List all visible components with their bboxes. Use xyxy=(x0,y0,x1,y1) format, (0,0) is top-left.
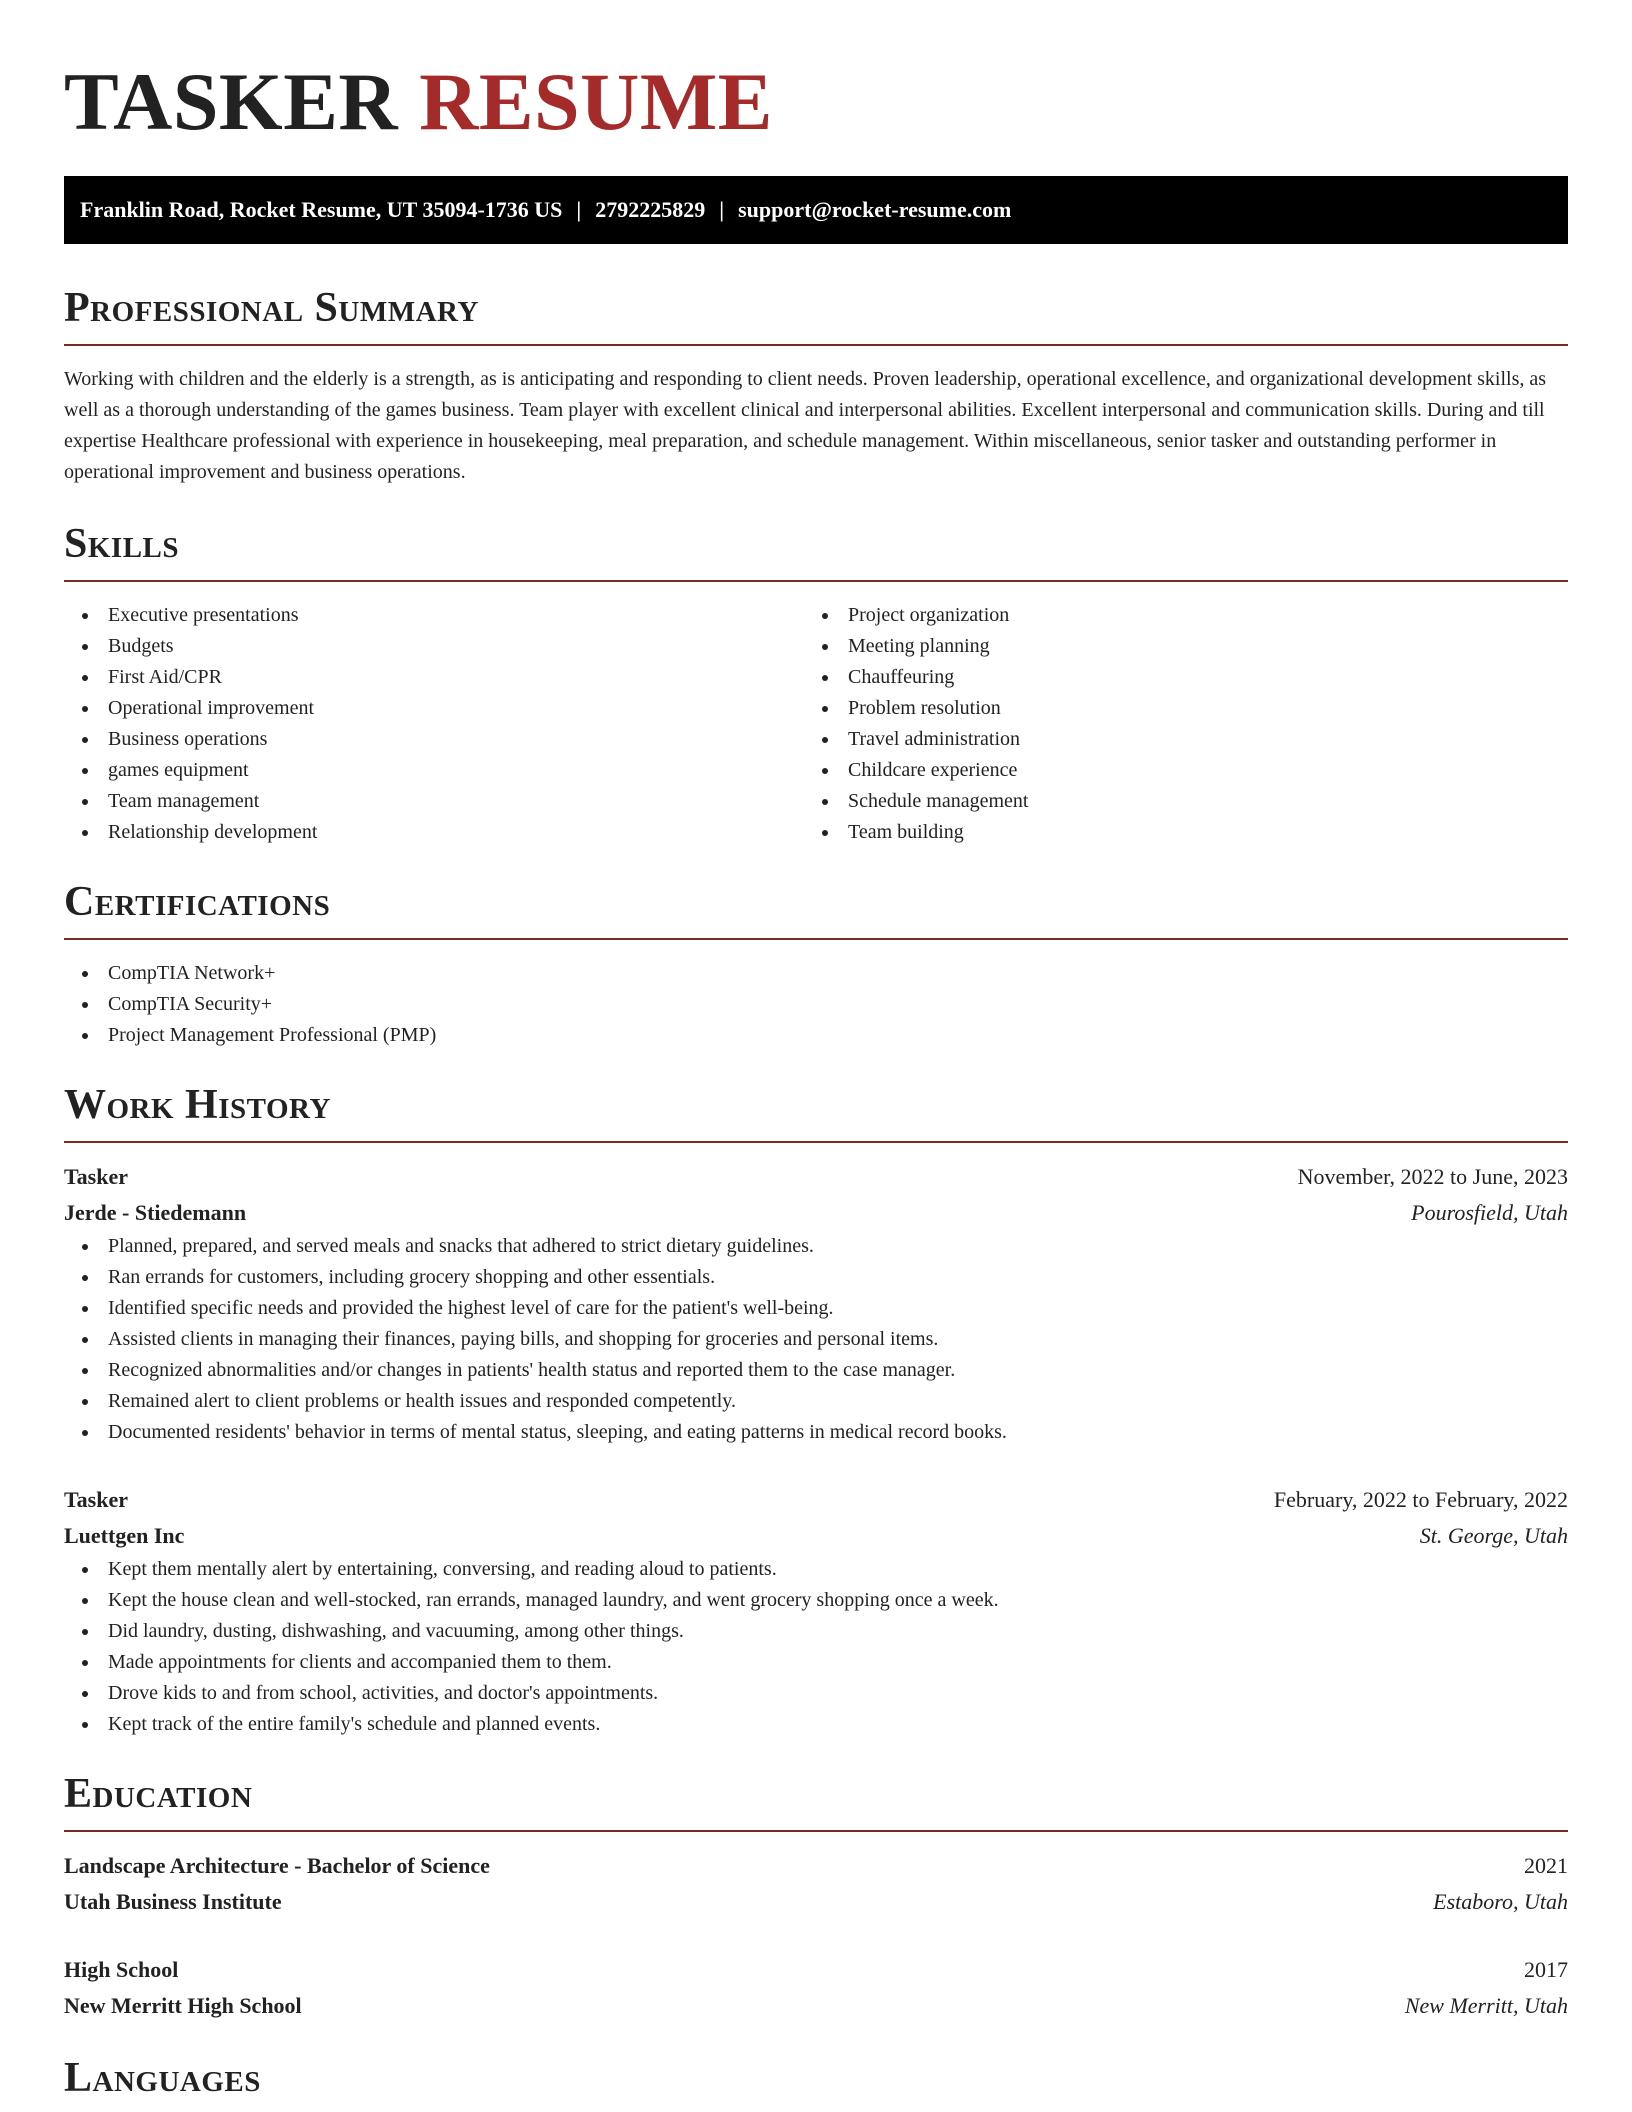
job-bullet: Did laundry, dusting, dishwashing, and vacuuming, among other things. xyxy=(64,1616,1568,1647)
certifications-section xyxy=(64,876,1568,1051)
education-school: New Merritt High School xyxy=(64,1993,302,2018)
job-bullets xyxy=(64,1554,1568,1740)
skill-item: Team building xyxy=(804,817,1544,848)
skill-item: Executive presentations xyxy=(64,600,804,631)
education-heading: Education xyxy=(64,1771,253,1817)
resume-name xyxy=(64,52,1568,152)
certification-item: Project Management Professional (PMP) xyxy=(64,1020,1568,1051)
job-bullet: Kept them mentally alert by entertaining, conversing, and reading aloud to patients. xyxy=(64,1554,1568,1585)
last-name: RESUME xyxy=(419,56,773,147)
education-school-row xyxy=(64,1988,1568,2024)
education-year: 2017 xyxy=(1524,1957,1568,1982)
resume-page xyxy=(64,0,1568,2104)
skill-item: Operational improvement xyxy=(64,693,804,724)
certifications-list xyxy=(64,958,1568,1051)
education-degree: Landscape Architecture - Bachelor of Science xyxy=(64,1853,490,1878)
skills-section xyxy=(64,518,1568,848)
summary-text: Working with children and the elderly is a strength, as is anticipating and responding to client needs. Proven leadership, operational excellence, and organizational development skills, as well as a thorough understanding of the games business. Team player with excellent clinical and interpersonal abilities. Excellent interpersonal and communication skills. During and till expertise Healthcare professional with experience in housekeeping, meal preparation, and schedule management. Within miscellaneous, senior tasker and outstanding performer in operational improvement and business operations. xyxy=(64,368,1547,483)
job-bullet: Kept track of the entire family's schedule and planned events. xyxy=(64,1709,1568,1740)
job-title: Tasker xyxy=(64,1164,128,1189)
contact-separator: | xyxy=(719,197,725,222)
contact-address: Franklin Road, Rocket Resume, UT 35094-1736 US xyxy=(80,197,563,222)
job-bullet: Documented residents' behavior in terms of mental status, sleeping, and eating patterns in medical record books. xyxy=(64,1417,1568,1448)
job-entry xyxy=(64,1159,1568,1448)
job-bullet: Identified specific needs and provided the highest level of care for the patient's well-being. xyxy=(64,1293,1568,1324)
job-location: St. George, Utah xyxy=(1419,1523,1568,1548)
job-header-row xyxy=(64,1482,1568,1518)
education-degree: High School xyxy=(64,1957,179,1982)
skill-item: Relationship development xyxy=(64,817,804,848)
skill-item: First Aid/CPR xyxy=(64,662,804,693)
skill-item: Meeting planning xyxy=(804,631,1544,662)
job-company: Jerde - Stiedemann xyxy=(64,1200,247,1225)
skill-item: Budgets xyxy=(64,631,804,662)
job-bullet: Planned, prepared, and served meals and snacks that adhered to strict dietary guidelines. xyxy=(64,1231,1568,1262)
skills-columns xyxy=(64,600,1568,848)
job-bullet: Recognized abnormalities and/or changes in patients' health status and reported them to the case manager. xyxy=(64,1355,1568,1386)
education-location: Estaboro, Utah xyxy=(1433,1889,1568,1914)
section-divider xyxy=(64,938,1568,940)
job-bullet: Assisted clients in managing their finances, paying bills, and shopping for groceries and personal items. xyxy=(64,1324,1568,1355)
education-entry xyxy=(64,1952,1568,2024)
education-location: New Merritt, Utah xyxy=(1404,1993,1568,2018)
education-degree-row xyxy=(64,1952,1568,1988)
section-divider xyxy=(64,580,1568,582)
contact-bar xyxy=(64,176,1568,244)
work-heading: Work History xyxy=(64,1082,331,1128)
contact-phone: 2792225829 xyxy=(595,197,706,222)
job-bullet: Remained alert to client problems or health issues and responded competently. xyxy=(64,1386,1568,1417)
job-dates: February, 2022 to February, 2022 xyxy=(1273,1487,1568,1512)
section-divider xyxy=(64,1830,1568,1832)
certification-item: CompTIA Security+ xyxy=(64,989,1568,1020)
section-divider xyxy=(64,344,1568,346)
contact-separator: | xyxy=(576,197,582,222)
languages-heading: Languages xyxy=(64,2055,261,2101)
skills-heading: Skills xyxy=(64,521,180,567)
job-bullet: Made appointments for clients and accompanied them to them. xyxy=(64,1647,1568,1678)
job-bullets xyxy=(64,1231,1568,1448)
education-year: 2021 xyxy=(1524,1853,1568,1878)
job-company-row xyxy=(64,1195,1568,1231)
job-dates: November, 2022 to June, 2023 xyxy=(1297,1164,1568,1189)
skill-item: Project organization xyxy=(804,600,1544,631)
job-bullet: Drove kids to and from school, activities, and doctor's appointments. xyxy=(64,1678,1568,1709)
section-divider xyxy=(64,1141,1568,1143)
job-location: Pourosfield, Utah xyxy=(1411,1200,1568,1225)
job-title: Tasker xyxy=(64,1487,128,1512)
skill-item: Childcare experience xyxy=(804,755,1544,786)
skill-item: Travel administration xyxy=(804,724,1544,755)
job-company-row xyxy=(64,1518,1568,1554)
work-section xyxy=(64,1079,1568,1740)
job-header-row xyxy=(64,1159,1568,1195)
job-company: Luettgen Inc xyxy=(64,1523,185,1548)
certifications-heading: Certifications xyxy=(64,879,331,925)
education-degree-row xyxy=(64,1848,1568,1884)
first-name: TASKER xyxy=(64,56,399,147)
skill-item: Problem resolution xyxy=(804,693,1544,724)
job-bullet: Kept the house clean and well-stocked, ran errands, managed laundry, and went grocery shopping once a week. xyxy=(64,1585,1568,1616)
job-bullet: Ran errands for customers, including grocery shopping and other essentials. xyxy=(64,1262,1568,1293)
contact-email[interactable]: support@rocket-resume.com xyxy=(738,197,1012,222)
skills-list-right xyxy=(804,600,1544,848)
education-entry xyxy=(64,1848,1568,1920)
skills-list-left xyxy=(64,600,804,848)
skill-item: Schedule management xyxy=(804,786,1544,817)
certification-item: CompTIA Network+ xyxy=(64,958,1568,989)
skill-item: Business operations xyxy=(64,724,804,755)
job-entry xyxy=(64,1482,1568,1740)
skill-item: Chauffeuring xyxy=(804,662,1544,693)
skill-item: games equipment xyxy=(64,755,804,786)
education-school: Utah Business Institute xyxy=(64,1889,282,1914)
languages-section xyxy=(64,2052,1568,2104)
skill-item: Team management xyxy=(64,786,804,817)
summary-heading: Professional Summary xyxy=(64,285,479,331)
education-school-row xyxy=(64,1884,1568,1920)
education-section xyxy=(64,1768,1568,2024)
summary-section xyxy=(64,282,1568,488)
